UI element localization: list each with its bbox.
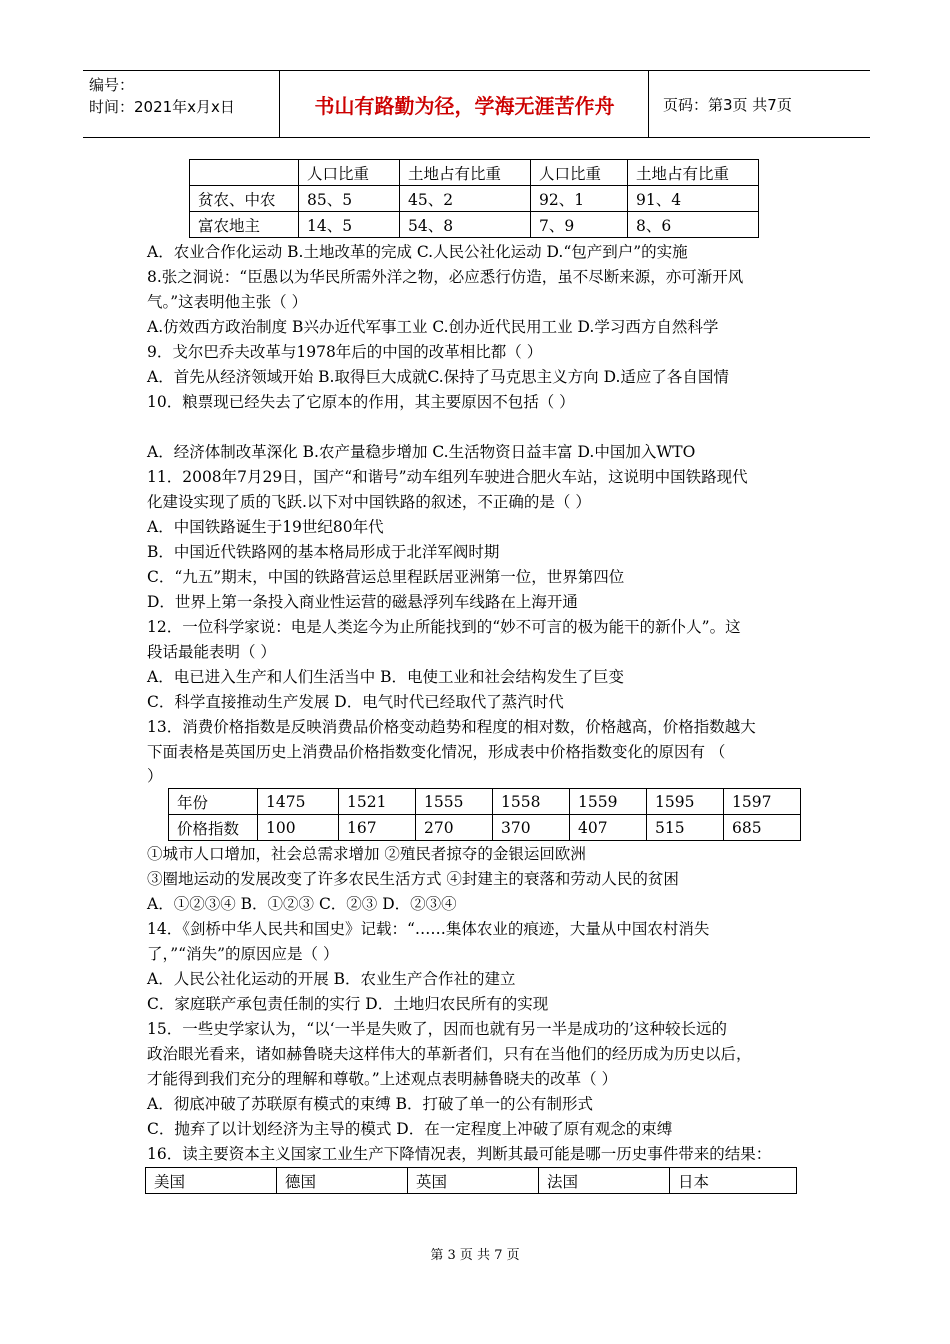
table-cell: 8、6 xyxy=(628,212,759,238)
page-footer: 第 3 页 共 7 页 xyxy=(430,1248,520,1263)
header-motto: 书山有路勤为径，学海无涯苦作舟 xyxy=(281,71,649,137)
question-line: A．中国铁路诞生于19世纪80年代 xyxy=(147,518,384,536)
table-cell: 407 xyxy=(570,815,647,841)
industry-decline-table xyxy=(145,1167,797,1194)
question-line: C．家庭联产承包责任制的实行 D．土地归农民所有的实现 xyxy=(147,995,549,1013)
time-label: 时间：2021年x月x日 xyxy=(89,98,235,116)
table-cell: 1475 xyxy=(258,789,339,815)
question-line: 气。”这表明他主张（ ） xyxy=(147,293,308,311)
question-line: A．农业合作化运动 B.土地改革的完成 C.人民公社化运动 D.“包产到户”的实施 xyxy=(147,243,688,261)
table-cell: 年份 xyxy=(169,789,258,815)
table-cell: 685 xyxy=(724,815,801,841)
table-cell: 土地占有比重 xyxy=(628,160,759,186)
question-line: 9．戈尔巴乔夫改革与1978年后的中国的改革相比都（ ） xyxy=(147,343,543,361)
table-cell: 54、8 xyxy=(400,212,531,238)
question-line: A．电已进入生产和人们生活当中 B．电使工业和社会结构发生了巨变 xyxy=(147,668,625,686)
question-line: 化建设实现了质的飞跃.以下对中国铁路的叙述，不正确的是（ ） xyxy=(147,493,591,511)
question-line: ①城市人口增加，社会总需求增加 ②殖民者掠夺的金银运回欧洲 xyxy=(147,845,586,863)
table-cell: 370 xyxy=(493,815,570,841)
table-cell: 91、4 xyxy=(628,186,759,212)
land-population-table xyxy=(189,159,759,238)
table-cell: 45、2 xyxy=(400,186,531,212)
table-row xyxy=(146,1168,797,1194)
table-cell: 1595 xyxy=(647,789,724,815)
table-cell: 英国 xyxy=(408,1168,539,1194)
table-cell: 1521 xyxy=(339,789,416,815)
question-line: A．①②③④ B．①②③ C．②③ D．②③④ xyxy=(147,895,457,913)
table-cell: 1559 xyxy=(570,789,647,815)
question-line: 政治眼光看来，诸如赫鲁晓夫这样伟大的革新者们，只有在当他们的经历成为历史以后， xyxy=(147,1045,752,1063)
page-header xyxy=(83,70,870,138)
question-line: 段话最能表明（ ） xyxy=(147,643,276,661)
question-line: D．世界上第一条投入商业性运营的磁悬浮列车线路在上海开通 xyxy=(147,593,578,611)
table-cell: 515 xyxy=(647,815,724,841)
header-page-info: 页码：第3页 共7页 xyxy=(663,95,792,114)
table-row xyxy=(190,186,759,212)
table-cell: 土地占有比重 xyxy=(400,160,531,186)
table-cell: 贫农、中农 xyxy=(190,186,299,212)
table-cell: 人口比重 xyxy=(299,160,400,186)
question-line: 10．粮票现已经失去了它原本的作用，其主要原因不包括（ ） xyxy=(147,393,575,411)
table-cell: 14、5 xyxy=(299,212,400,238)
table-cell: 富农地主 xyxy=(190,212,299,238)
question-line: A.仿效西方政治制度 B兴办近代军事工业 C.创办近代民用工业 D.学习西方自然科学 xyxy=(147,318,719,336)
question-line: 了，”“消失”的原因应是（ ） xyxy=(147,945,339,963)
question-line: A．彻底冲破了苏联原有模式的束缚 B．打破了单一的公有制形式 xyxy=(147,1095,594,1113)
table-cell: 美国 xyxy=(146,1168,277,1194)
table-cell: 法国 xyxy=(539,1168,670,1194)
table-cell: 85、5 xyxy=(299,186,400,212)
table-cell: 1558 xyxy=(493,789,570,815)
question-line: A．首先从经济领域开始 B.取得巨大成就C.保持了马克思主义方向 D.适应了各自国情 xyxy=(147,368,729,386)
question-line: 11．2008年7月29日，国产“和谐号”动车组列车驶进合肥火车站，这说明中国铁路现代 xyxy=(147,468,748,486)
question-line: B．中国近代铁路网的基本格局形成于北洋军阀时期 xyxy=(147,543,500,561)
table-cell: 7、9 xyxy=(531,212,628,238)
question-line: 15．一些史学家认为，“以‘一半是失败了，因而也就有另一半是成功的’这种较长远的 xyxy=(147,1020,728,1038)
table-row xyxy=(169,815,801,841)
price-index-table xyxy=(168,788,801,841)
table-row xyxy=(190,160,759,186)
table-cell: 日本 xyxy=(670,1168,797,1194)
question-line: C．科学直接推动生产发展 D．电气时代已经取代了蒸汽时代 xyxy=(147,693,564,711)
question-line: C．抛弃了以计划经济为主导的模式 D．在一定程度上冲破了原有观念的束缚 xyxy=(147,1120,673,1138)
question-line: 16．读主要资本主义国家工业生产下降情况表，判断其最可能是哪一历史事件带来的结果： xyxy=(147,1145,772,1163)
table-cell: 人口比重 xyxy=(531,160,628,186)
question-line: A．人民公社化运动的开展 B．农业生产合作社的建立 xyxy=(147,970,516,988)
question-line: ③圈地运动的发展改变了许多农民生活方式 ④封建主的衰落和劳动人民的贫困 xyxy=(147,870,679,888)
question-line: 13．消费价格指数是反映消费品价格变动趋势和程度的相对数，价格越高，价格指数越大 xyxy=(147,718,756,736)
question-line: 12．一位科学家说：电是人类迄今为止所能找到的“妙不可言的极为能干的新仆人”。这 xyxy=(147,618,741,636)
table-row xyxy=(169,789,801,815)
table-cell xyxy=(190,160,299,186)
number-label: 编号： xyxy=(89,76,135,94)
table-cell: 100 xyxy=(258,815,339,841)
table-cell: 270 xyxy=(416,815,493,841)
table-cell: 1597 xyxy=(724,789,801,815)
table-cell: 1555 xyxy=(416,789,493,815)
question-line: C．“九五”期末，中国的铁路营运总里程跃居亚洲第一位，世界第四位 xyxy=(147,568,625,586)
question-line: ） xyxy=(147,767,163,785)
question-line: 才能得到我们充分的理解和尊敬。”上述观点表明赫鲁晓夫的改革（ ） xyxy=(147,1070,618,1088)
question-line: A．经济体制改革深化 B.农产量稳步增加 C.生活物资日益丰富 D.中国加入WTO xyxy=(147,443,696,461)
table-row xyxy=(190,212,759,238)
table-cell: 92、1 xyxy=(531,186,628,212)
question-line: 14．《剑桥中华人民共和国史》记载：“……集体农业的痕迹，大量从中国农村消失 xyxy=(147,920,710,938)
table-cell: 167 xyxy=(339,815,416,841)
question-line: 下面表格是英国历史上消费品价格指数变化情况，形成表中价格指数变化的原因有 （ xyxy=(147,743,726,761)
question-line: 8.张之洞说：“臣愚以为华民所需外洋之物，必应悉行仿造，虽不尽断来源，亦可渐开风 xyxy=(147,268,744,286)
header-meta xyxy=(83,71,280,137)
table-cell: 价格指数 xyxy=(169,815,258,841)
table-cell: 德国 xyxy=(277,1168,408,1194)
